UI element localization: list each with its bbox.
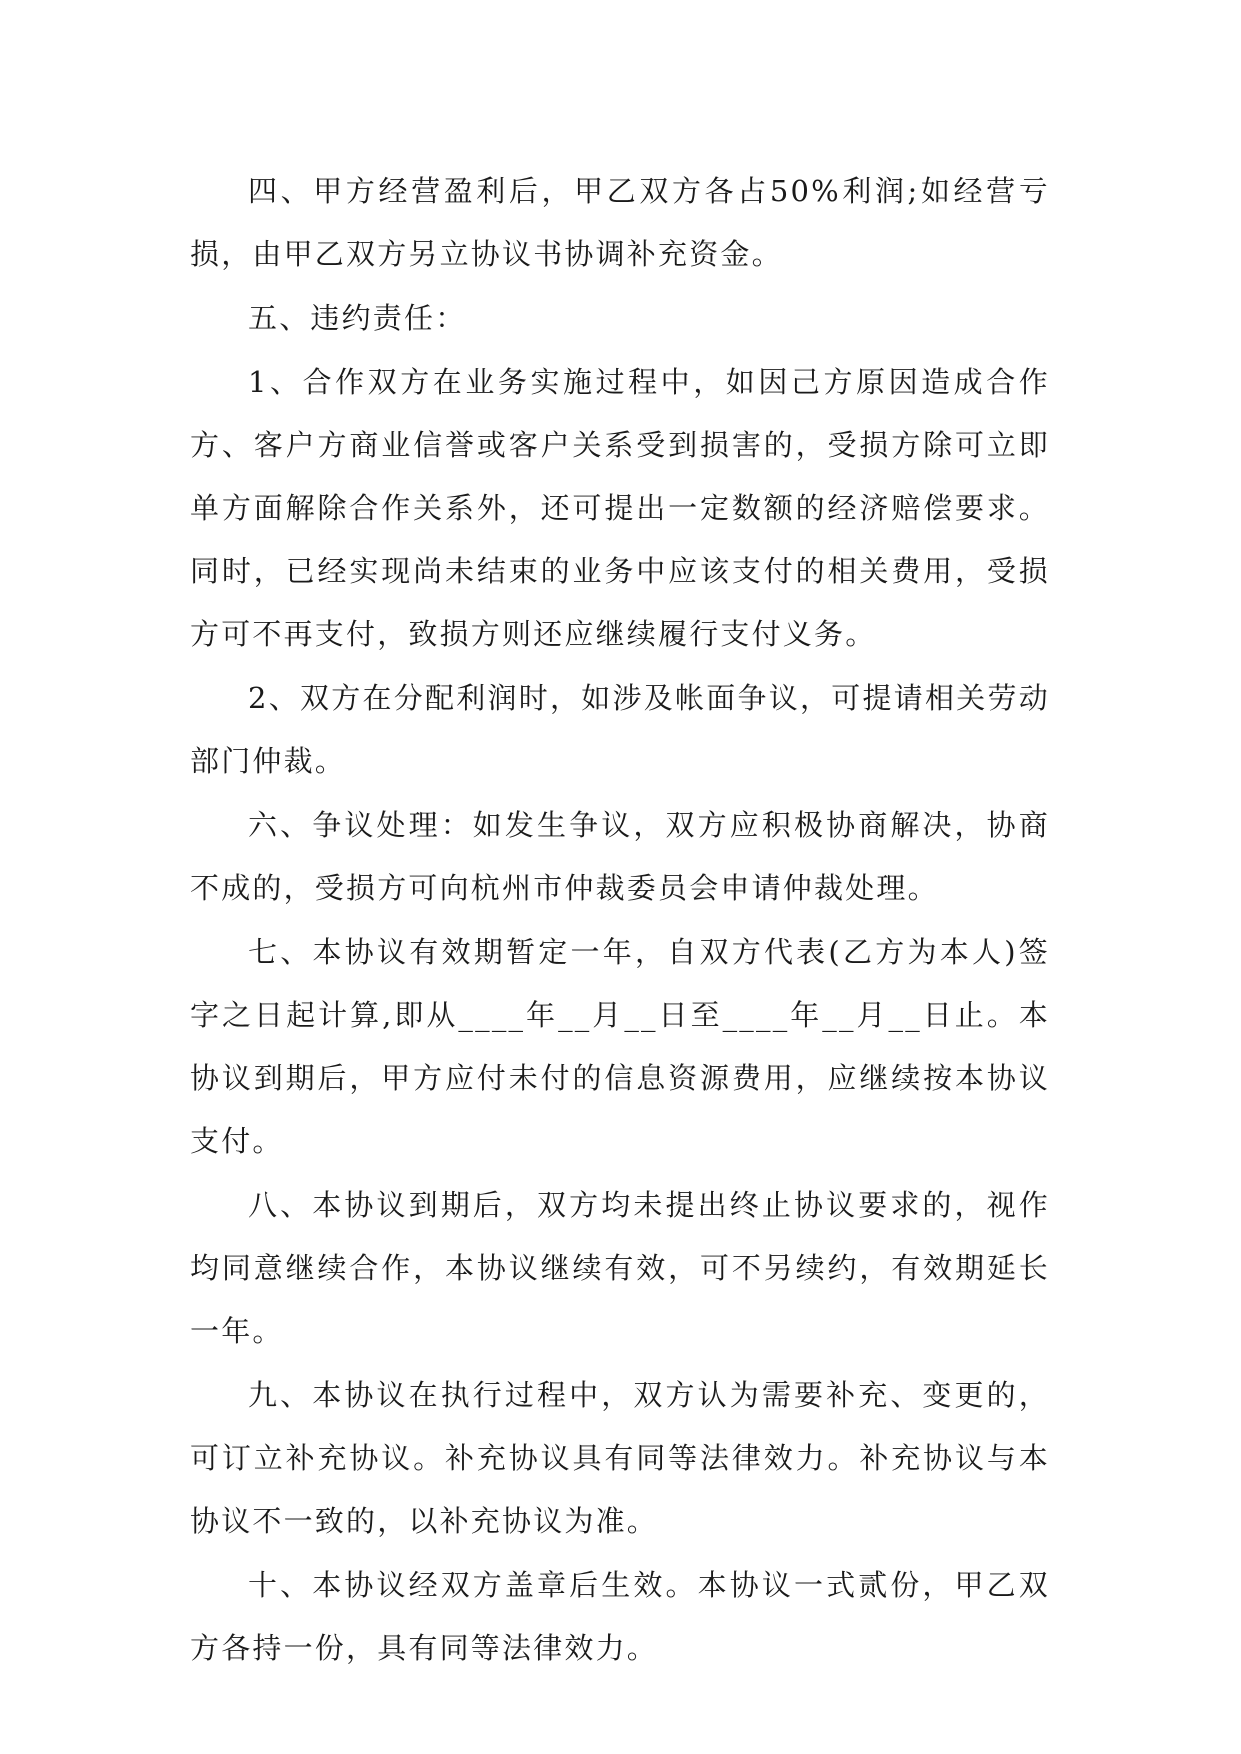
paragraph-effectiveness: 十、本协议经双方盖章后生效。本协议一式贰份，甲乙双方各持一份，具有同等法律效力。: [190, 1568, 1050, 1665]
document-body: [190, 160, 1050, 1681]
paragraph-supplementary-agreement: 九、本协议在执行过程中，双方认为需要补充、变更的，可订立补充协议。补充协议具有同等法律效力。补充协议与本协议不一致的，以补充协议为准。: [190, 1378, 1050, 1538]
paragraph-auto-renewal: 八、本协议到期后，双方均未提出终止协议要求的，视作均同意继续合作，本协议继续有效，可不另续约，有效期延长一年。: [190, 1188, 1050, 1348]
paragraph-breach-heading: 五、违约责任：: [248, 301, 467, 335]
paragraph-dispute-resolution: 六、争议处理：如发生争议，双方应积极协商解决，协商不成的，受损方可向杭州市仲裁委员会申请仲裁处理。: [190, 808, 1050, 905]
paragraph-breach-clause-1: 1、合作双方在业务实施过程中，如因己方原因造成合作方、客户方商业信誉或客户关系受到损害的，受损方除可立即单方面解除合作关系外，还可提出一定数额的经济赔偿要求。同时，已经实现尚未结束的业务中应该支付的相关费用，受损方可不再支付，致损方则还应继续履行支付义务。: [190, 365, 1050, 651]
paragraph-validity-period: 七、本协议有效期暂定一年，自双方代表(乙方为本人)签字之日起计算,即从____年__月__日至____年__月__日止。本协议到期后，甲方应付未付的信息资源费用，应继续按本协议支付。: [190, 935, 1050, 1158]
paragraph-profit-sharing: 四、甲方经营盈利后，甲乙双方各占50%利润;如经营亏损，由甲乙双方另立协议书协调补充资金。: [190, 174, 1050, 271]
paragraph-breach-clause-2: 2、双方在分配利润时，如涉及帐面争议，可提请相关劳动部门仲裁。: [190, 681, 1050, 778]
